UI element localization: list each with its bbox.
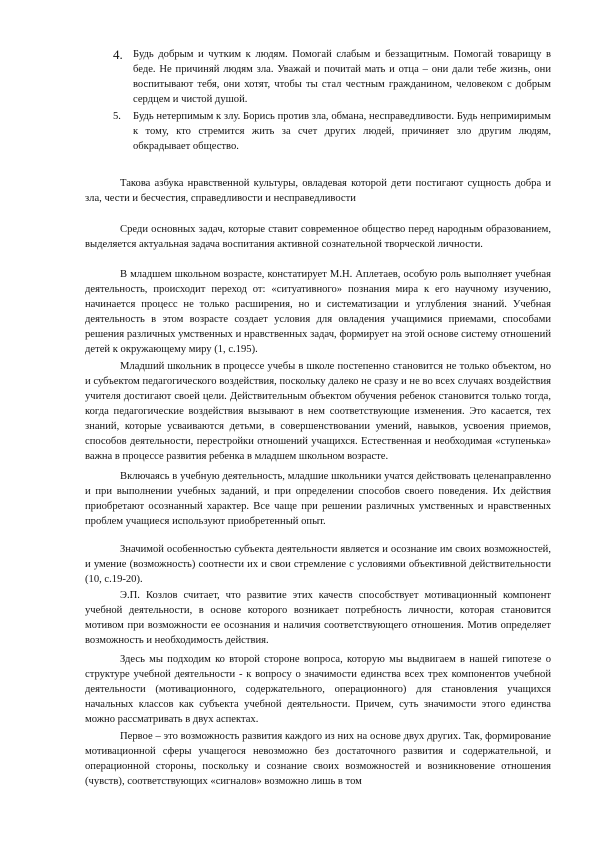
list-number: 5. xyxy=(113,111,121,122)
body-paragraph: Среди основных задач, которые ставит современное общество перед народным образованием, выделяется актуальная задача воспитания активной сознательной творческой личности. xyxy=(85,224,551,250)
list-item xyxy=(113,109,551,154)
body-paragraph: Первое – это возможность развития каждого из них на основе двух других. Так, формирование мотивационной сферы учащегося невозможно без достаточного развития и содержательной, и операционной стороны, поскольку и сознание своих возможностей и возникновение отношения (чувств), соответствующих «сигналов» возможно лишь в том xyxy=(85,731,551,787)
body-paragraph: Э.П. Козлов считает, что развитие этих качеств способствует мотивационный компонент учебной деятельности, в основе которого возникает потребность личности, которая становится мотивом при возможности ее осознания и наличия соответствующего отношения. Мотив определяет возможность и необходимость действия. xyxy=(85,590,551,646)
body-paragraph: В младшем школьном возрасте, констатирует М.Н. Аплетаев, особую роль выполняет учебная деятельность, происходит переход от: «ситуативного» познания мира к его научному изучению, начинается процесс не только расширения, но и систематизации и углубления знаний. Учебная деятельность в этом возрасте создает условия для овладения учащимися приемами, способами решения различных умственных и нравственных задач, формирует на этой основе систему отношений детей к окружающему миру (1, с.195). xyxy=(85,269,551,355)
list-item xyxy=(113,47,551,107)
numbered-list xyxy=(113,47,551,156)
body-paragraph: Здесь мы подходим ко второй стороне вопроса, которую мы выдвигаем в нашей гипотезе о структуре учебной деятельности - к вопросу о значимости единства всех трех компонентов учебной деятельности (мотивационного, содержательного, операционного) для становления учащихся начальных классов как субъекта учебной деятельности. Причем, суть значимости этого единства можно рассматривать в двух аспектах. xyxy=(85,654,551,725)
list-number: 4. xyxy=(113,47,123,62)
summary-paragraph: Такова азбука нравственной культуры, овладевая которой дети постигают сущность добра и зла, чести и бесчестия, справедливости и несправедливости xyxy=(85,178,551,204)
body-paragraph: Включаясь в учебную деятельность, младшие школьники учатся действовать целенаправленно и при выполнении учебных заданий, и при определении способов своего поведения. Их действия приобретают осознанный характер. Все чаще при решении различных умственных и нравственных проблем учащиеся используют приобретенный опыт. xyxy=(85,471,551,527)
body-paragraph: Значимой особенностью субъекта деятельности является и осознание им своих возможностей, и умение (возможность) соотнести их и свои стремление с условиями объективной действительности (10, с.19-20). xyxy=(85,544,551,585)
list-item-text: Будь нетерпимым к злу. Борись против зла, обмана, несправедливости. Будь непримиримым к тому, кто стремится жить за счет других людей, причиняет зло другим людям, обкрадывает общество. xyxy=(133,111,551,152)
list-item-text: Будь добрым и чутким к людям. Помогай слабым и беззащитным. Помогай товарищу в беде. Не причиняй людям зла. Уважай и почитай мать и отца – они дали тебе жизнь, они воспитывают тебя, они хотят, чтобы ты стал честным гражданином, человеком с добрым сердцем и чистой душой. xyxy=(133,49,551,105)
body-paragraph: Младший школьник в процессе учебы в школе постепенно становится не только объектом, но и субъектом педагогического воздействия, поскольку далеко не сразу и не во всех случаях воздействия учителя достигают своей цели. Действительным объектом обучения ребенок становится только тогда, когда педагогические воздействия вызывают в нем соответствующие изменения. Это касается, тех знаний, которые усваиваются детьми, в совершенствовании умений, навыков, усвоения приемов, способов деятельности, перестройки отношений учащихся. Естественная и необходимая «ступенька» важна в процессе развития ребенка в младшем школьном возрасте. xyxy=(85,361,551,462)
